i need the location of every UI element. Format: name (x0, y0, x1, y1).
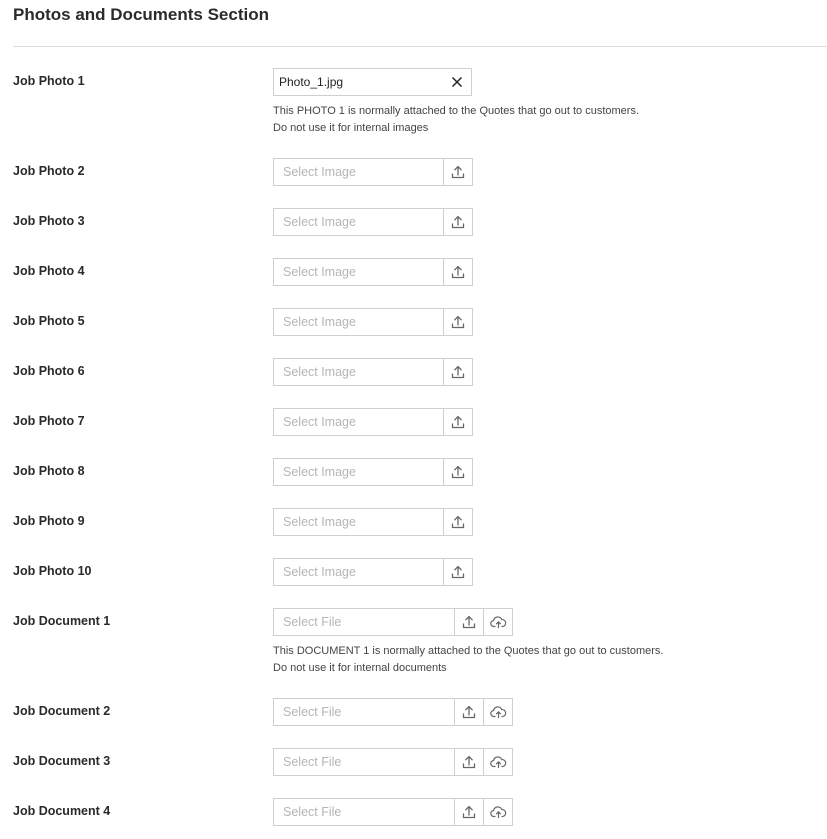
job-photo-2-field[interactable] (273, 158, 473, 186)
document-1-help-line-1: This DOCUMENT 1 is normally attached to the Quotes that go out to customers. (273, 645, 664, 657)
job-document-4-field[interactable] (273, 798, 513, 826)
upload-icon (451, 565, 465, 579)
cloud-upload-icon (490, 755, 507, 769)
job-photo-10-label: Job Photo 10 (13, 564, 92, 578)
photo-1-help-line-1: This PHOTO 1 is normally attached to the Quotes that go out to customers. (273, 105, 640, 117)
job-document-4-placeholder: Select File (283, 805, 342, 819)
job-photo-7-placeholder: Select Image (283, 415, 356, 429)
job-photo-3-label: Job Photo 3 (13, 214, 85, 228)
close-icon (451, 76, 463, 88)
upload-icon (451, 265, 465, 279)
job-document-3-cloud-upload-button[interactable] (483, 749, 512, 775)
job-photo-2-upload-button[interactable] (443, 159, 472, 185)
job-photo-7-upload-button[interactable] (443, 409, 472, 435)
job-photo-6-label: Job Photo 6 (13, 364, 85, 378)
job-document-2-field[interactable] (273, 698, 513, 726)
job-document-1-cloud-upload-button[interactable] (483, 609, 512, 635)
job-photo-9-field[interactable] (273, 508, 473, 536)
upload-icon (451, 215, 465, 229)
section-divider (13, 46, 827, 47)
job-photo-5-upload-button[interactable] (443, 309, 472, 335)
job-photo-2-label: Job Photo 2 (13, 164, 85, 178)
job-document-3-label: Job Document 3 (13, 754, 111, 768)
job-photo-7-label: Job Photo 7 (13, 414, 85, 428)
job-document-1-placeholder: Select File (283, 615, 342, 629)
upload-icon (451, 465, 465, 479)
cloud-upload-icon (490, 705, 507, 719)
job-photo-9-upload-button[interactable] (443, 509, 472, 535)
job-photo-6-field[interactable] (273, 358, 473, 386)
job-photo-1-label: Job Photo 1 (13, 74, 85, 88)
job-photo-10-placeholder: Select Image (283, 565, 356, 579)
upload-icon (462, 705, 476, 719)
job-document-2-placeholder: Select File (283, 705, 342, 719)
job-photo-3-placeholder: Select Image (283, 215, 356, 229)
job-photo-8-field[interactable] (273, 458, 473, 486)
job-photo-1-field[interactable] (273, 68, 472, 96)
job-photo-10-upload-button[interactable] (443, 559, 472, 585)
job-photo-8-label: Job Photo 8 (13, 464, 85, 478)
job-photo-5-placeholder: Select Image (283, 315, 356, 329)
job-photo-2-placeholder: Select Image (283, 165, 356, 179)
job-photo-3-field[interactable] (273, 208, 473, 236)
job-document-3-upload-button[interactable] (454, 749, 483, 775)
job-photo-3-upload-button[interactable] (443, 209, 472, 235)
upload-icon (462, 755, 476, 769)
job-document-4-cloud-upload-button[interactable] (483, 799, 512, 825)
job-document-2-upload-button[interactable] (454, 699, 483, 725)
job-photo-4-field[interactable] (273, 258, 473, 286)
section-title: Photos and Documents Section (13, 5, 269, 24)
job-document-2-cloud-upload-button[interactable] (483, 699, 512, 725)
document-1-help-text (273, 643, 663, 677)
job-document-4-label: Job Document 4 (13, 804, 111, 818)
upload-icon (462, 805, 476, 819)
job-photo-4-placeholder: Select Image (283, 265, 356, 279)
job-photo-10-field[interactable] (273, 558, 473, 586)
upload-icon (451, 415, 465, 429)
cloud-upload-icon (490, 805, 507, 819)
job-photo-8-upload-button[interactable] (443, 459, 472, 485)
job-photo-4-upload-button[interactable] (443, 259, 472, 285)
job-document-1-label: Job Document 1 (13, 614, 111, 628)
document-1-help-line-2: Do not use it for internal documents (273, 662, 447, 674)
upload-icon (451, 515, 465, 529)
job-photo-7-field[interactable] (273, 408, 473, 436)
upload-icon (451, 365, 465, 379)
job-document-4-upload-button[interactable] (454, 799, 483, 825)
job-photo-6-placeholder: Select Image (283, 365, 356, 379)
job-photo-9-label: Job Photo 9 (13, 514, 85, 528)
job-document-2-label: Job Document 2 (13, 704, 111, 718)
job-photo-1-clear-button[interactable] (443, 69, 471, 95)
photo-1-help-text (273, 103, 639, 137)
cloud-upload-icon (490, 615, 507, 629)
job-photo-9-placeholder: Select Image (283, 515, 356, 529)
upload-icon (451, 315, 465, 329)
job-photo-5-field[interactable] (273, 308, 473, 336)
job-photo-4-label: Job Photo 4 (13, 264, 85, 278)
job-document-3-field[interactable] (273, 748, 513, 776)
photo-1-help-line-2: Do not use it for internal images (273, 122, 429, 134)
job-document-1-field[interactable] (273, 608, 513, 636)
job-photo-6-upload-button[interactable] (443, 359, 472, 385)
job-photo-5-label: Job Photo 5 (13, 314, 85, 328)
upload-icon (462, 615, 476, 629)
job-photo-8-placeholder: Select Image (283, 465, 356, 479)
job-document-3-placeholder: Select File (283, 755, 342, 769)
upload-icon (451, 165, 465, 179)
job-document-1-upload-button[interactable] (454, 609, 483, 635)
job-photo-1-value: Photo_1.jpg (279, 75, 344, 89)
